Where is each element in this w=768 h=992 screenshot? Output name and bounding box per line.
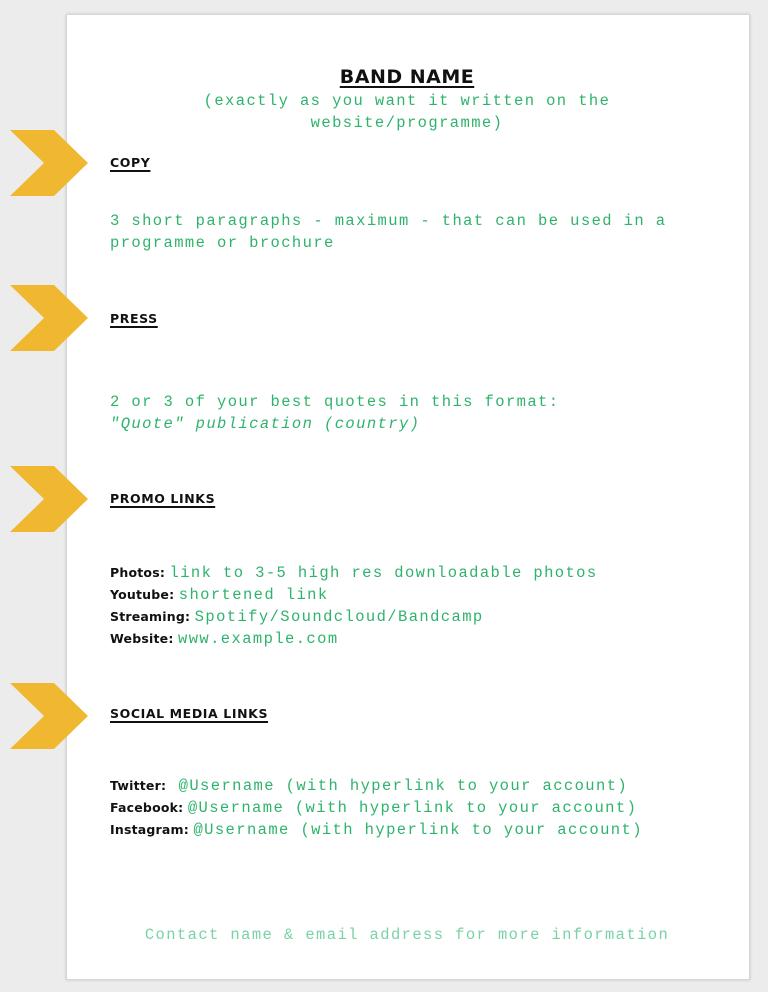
page-title bbox=[66, 66, 748, 88]
promo-label: Photos: bbox=[110, 565, 166, 580]
social-value[interactable]: @Username (with hyperlink to your account) bbox=[187, 799, 638, 817]
social-links-list bbox=[110, 775, 643, 841]
promo-value[interactable]: Spotify/Soundcloud/Bandcamp bbox=[194, 608, 484, 626]
promo-value[interactable]: www.example.com bbox=[178, 630, 339, 648]
promo-row-photos bbox=[110, 562, 598, 584]
social-label: Instagram: bbox=[110, 822, 189, 837]
press-quote-format: "Quote" publication (country) bbox=[110, 415, 421, 433]
heading-press: PRESS bbox=[110, 311, 158, 326]
social-row-instagram bbox=[110, 819, 643, 841]
subtitle-line: (exactly as you want it written on the bbox=[203, 92, 611, 110]
contact-info: Contact name & email address for more information bbox=[144, 926, 670, 944]
promo-row-youtube bbox=[110, 584, 598, 606]
press-body bbox=[110, 391, 559, 435]
band-name-title: BAND NAME bbox=[339, 66, 475, 88]
promo-value[interactable]: link to 3-5 high res downloadable photos bbox=[169, 564, 598, 582]
social-value[interactable]: @Username (with hyperlink to your account) bbox=[193, 821, 643, 839]
subtitle-line: website/programme) bbox=[310, 114, 504, 132]
social-row-twitter bbox=[110, 775, 643, 797]
promo-label: Website: bbox=[110, 631, 174, 646]
promo-links-list bbox=[110, 562, 598, 650]
social-label: Facebook: bbox=[110, 800, 184, 815]
heading-copy: COPY bbox=[110, 155, 151, 170]
social-row-facebook bbox=[110, 797, 643, 819]
chevron-right-icon bbox=[10, 466, 88, 532]
heading-promo-links: PROMO LINKS bbox=[110, 491, 216, 506]
social-label: Twitter: bbox=[110, 778, 167, 793]
copy-body bbox=[110, 210, 666, 254]
promo-label: Youtube: bbox=[110, 587, 175, 602]
chevron-right-icon bbox=[10, 683, 88, 749]
promo-row-website bbox=[110, 628, 598, 650]
promo-label: Streaming: bbox=[110, 609, 191, 624]
copy-line: programme or brochure bbox=[110, 234, 335, 252]
heading-social-media-links: SOCIAL MEDIA LINKS bbox=[110, 706, 269, 721]
social-value[interactable]: @Username (with hyperlink to your account) bbox=[178, 777, 629, 795]
chevron-right-icon bbox=[10, 130, 88, 196]
press-line: 2 or 3 of your best quotes in this format: bbox=[110, 393, 560, 411]
page-subtitle bbox=[66, 90, 748, 134]
chevron-right-icon bbox=[10, 285, 88, 351]
copy-line: 3 short paragraphs - maximum - that can be used in a bbox=[110, 212, 667, 230]
promo-value[interactable]: shortened link bbox=[178, 586, 329, 604]
promo-row-streaming bbox=[110, 606, 598, 628]
